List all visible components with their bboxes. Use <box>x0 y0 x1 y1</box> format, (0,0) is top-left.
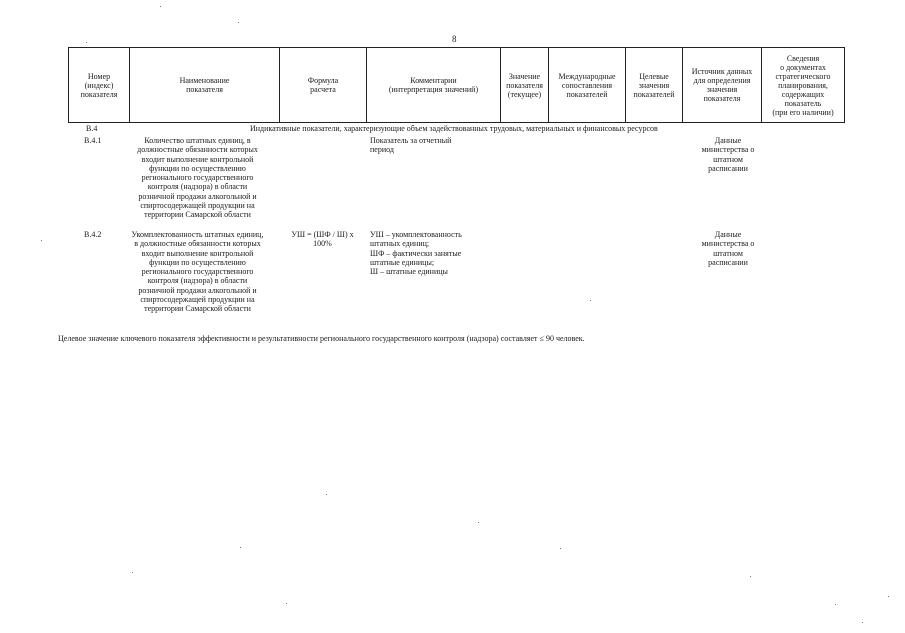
header-cell-comment: Комментарии (интерпретация значений) <box>367 48 501 123</box>
scan-speck <box>590 300 591 301</box>
header-cell-current-value: Значение показателя (текущее) <box>501 48 549 123</box>
row-name: Количество штатных единиц, в должностные обязанности которых входит выполнение контрольной функции по осуществлению регионального государственного контроля (надзора) в области розничной продажи алкогольной и спиртосодержащей продукции на территории Самарской области <box>137 136 258 220</box>
scan-speck <box>240 547 241 548</box>
scan-speck <box>326 494 327 495</box>
header-cell-target: Целевые значения показателей <box>626 48 683 123</box>
scan-speck <box>238 22 239 23</box>
scan-speck <box>478 522 479 523</box>
header-table <box>68 47 845 123</box>
row-comment: УШ – укомплектованность штатных единиц; ШФ – фактически занятые штатные единицы; Ш – штатные единицы <box>370 230 462 277</box>
header-cell-source: Источник данных для определения значения показателя <box>683 48 762 123</box>
row-comment: Показатель за отчетный период <box>370 136 452 155</box>
header-cell-name: Наименование показателя <box>130 48 280 123</box>
scan-speck <box>286 603 287 604</box>
section-title: Индикативные показатели, характеризующие объем задействованных трудовых, материальных и финансовых ресурсов <box>250 124 658 133</box>
scan-speck <box>888 596 889 597</box>
header-cell-formula: Формула расчета <box>280 48 367 123</box>
row-index: В.4.2 <box>84 230 102 239</box>
row-index: В.4.1 <box>84 136 102 145</box>
row-name: Укомплектованность штатных единиц, в должностные обязанности которых входит выполнение контрольной функции по осуществлению регионального государственного контроля (надзора) в области розничной продажи алкогольной и спиртосодержащей продукции на территории Самарской области <box>131 230 264 314</box>
scan-speck <box>560 548 561 549</box>
row-source: Данные министерства о штатном расписании <box>701 136 755 173</box>
scan-speck <box>160 6 161 7</box>
page-number: 8 <box>452 34 457 44</box>
scan-speck <box>862 622 863 623</box>
section-index: В.4 <box>86 124 98 133</box>
footer-note: Целевое значение ключевого показателя эффективности и результативности регионального государственного контроля (надзора) составляет ≤ 90 человек. <box>58 334 585 343</box>
row-formula: УШ = (ШФ / Ш) x 100% <box>291 230 354 249</box>
scan-speck <box>132 572 133 573</box>
header-cell-index: Номер (индекс) показателя <box>69 48 130 123</box>
header-cell-international: Международные сопоставления показателей <box>549 48 626 123</box>
row-source: Данные министерства о штатном расписании <box>701 230 755 267</box>
header-cell-documents: Сведения о документах стратегического планирования, содержащих показатель (при его наличии) <box>762 48 845 123</box>
scan-speck <box>41 240 42 241</box>
scan-speck <box>750 576 751 577</box>
scan-speck <box>835 604 836 605</box>
scan-speck <box>86 42 87 43</box>
